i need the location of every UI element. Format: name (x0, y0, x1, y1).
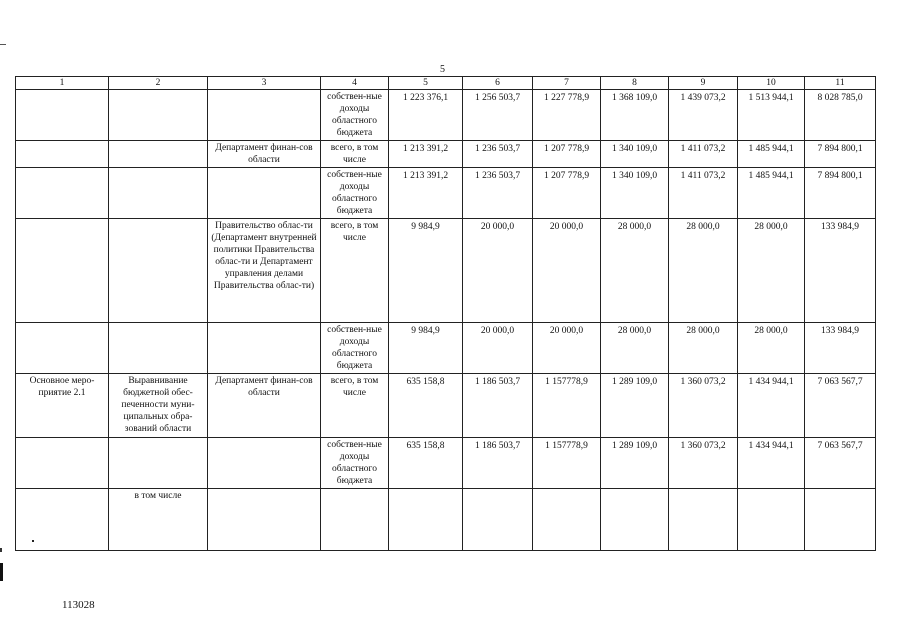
table-row (16, 168, 876, 219)
cell-c1 (16, 219, 109, 323)
value-cell: 28 000,0 (669, 219, 738, 323)
value-cell: 1 513 944,1 (738, 90, 805, 141)
value-cell: 1 411 073,2 (669, 168, 738, 219)
column-header: 8 (601, 77, 669, 90)
value-cell: 1 213 391,2 (389, 168, 463, 219)
budget-table (15, 76, 876, 551)
cell-c3: Правительство облас-ти (Департамент внутренней политики Правительства облас-ти и Департамент управления делами Правительства облас-ти) (208, 219, 321, 323)
cell-c1 (16, 168, 109, 219)
cell-c1 (16, 323, 109, 374)
value-cell: 20 000,0 (533, 219, 601, 323)
column-header: 6 (463, 77, 533, 90)
table-row (16, 90, 876, 141)
column-header: 7 (533, 77, 601, 90)
cell-c3: Департамент финан-сов области (208, 374, 321, 438)
value-cell: 1 485 944,1 (738, 141, 805, 168)
value-cell: 28 000,0 (601, 323, 669, 374)
table-row (16, 141, 876, 168)
value-cell: 28 000,0 (601, 219, 669, 323)
value-cell: 28 000,0 (669, 323, 738, 374)
value-cell: 1 236 503,7 (463, 168, 533, 219)
column-header: 3 (208, 77, 321, 90)
value-cell: 1 360 073,2 (669, 374, 738, 438)
document-code: 113028 (62, 599, 95, 611)
cell-c1 (16, 489, 109, 551)
column-header: 5 (389, 77, 463, 90)
cell-c2: Выравнивание бюджетной обес-печенности муни-ципальных обра-зований области (109, 374, 208, 438)
cell-c3: Департамент финан-сов области (208, 141, 321, 168)
cell-c2 (109, 219, 208, 323)
value-cell: 20 000,0 (463, 323, 533, 374)
value-cell: 7 063 567,7 (805, 374, 876, 438)
column-header: 11 (805, 77, 876, 90)
cell-c2: в том числе (109, 489, 208, 551)
value-cell: 1 157778,9 (533, 374, 601, 438)
value-cell: 1 157778,9 (533, 438, 601, 489)
table-row (16, 438, 876, 489)
table-row (16, 323, 876, 374)
value-cell (389, 489, 463, 551)
cell-c1: Основное меро-приятие 2.1 (16, 374, 109, 438)
table-row (16, 489, 876, 551)
cell-c1 (16, 90, 109, 141)
scan-artifact (0, 563, 3, 581)
value-cell (805, 489, 876, 551)
value-cell: 1 213 391,2 (389, 141, 463, 168)
value-cell: 1 439 073,2 (669, 90, 738, 141)
value-cell: 1 434 944,1 (738, 374, 805, 438)
column-header: 1 (16, 77, 109, 90)
value-cell: 8 028 785,0 (805, 90, 876, 141)
cell-c4: собствен-ные доходы областного бюджета (321, 168, 389, 219)
value-cell (601, 489, 669, 551)
cell-c4: всего, в том числе (321, 141, 389, 168)
value-cell: 1 186 503,7 (463, 438, 533, 489)
cell-c4: собствен-ные доходы областного бюджета (321, 90, 389, 141)
scan-artifact (0, 548, 2, 552)
value-cell: 635 158,8 (389, 438, 463, 489)
value-cell: 7 894 800,1 (805, 168, 876, 219)
cell-c1 (16, 141, 109, 168)
column-header: 2 (109, 77, 208, 90)
value-cell: 28 000,0 (738, 219, 805, 323)
cell-c3 (208, 323, 321, 374)
value-cell: 1 207 778,9 (533, 141, 601, 168)
value-cell: 133 984,9 (805, 323, 876, 374)
value-cell: 1 340 109,0 (601, 168, 669, 219)
value-cell: 1 236 503,7 (463, 141, 533, 168)
cell-c2 (109, 141, 208, 168)
column-header: 9 (669, 77, 738, 90)
value-cell: 1 485 944,1 (738, 168, 805, 219)
cell-c2 (109, 323, 208, 374)
scan-edge-mark (0, 44, 6, 45)
value-cell: 1 360 073,2 (669, 438, 738, 489)
column-header: 4 (321, 77, 389, 90)
cell-c1 (16, 438, 109, 489)
cell-c3 (208, 168, 321, 219)
table-row (16, 374, 876, 438)
value-cell: 7 894 800,1 (805, 141, 876, 168)
value-cell: 1 340 109,0 (601, 141, 669, 168)
value-cell (463, 489, 533, 551)
column-header: 10 (738, 77, 805, 90)
value-cell: 1 434 944,1 (738, 438, 805, 489)
value-cell: 1 227 778,9 (533, 90, 601, 141)
value-cell: 1 186 503,7 (463, 374, 533, 438)
value-cell (738, 489, 805, 551)
value-cell: 28 000,0 (738, 323, 805, 374)
page-number: 5 (440, 64, 445, 75)
scan-dot (32, 540, 34, 542)
value-cell: 20 000,0 (463, 219, 533, 323)
cell-c4: собствен-ные доходы областного бюджета (321, 438, 389, 489)
value-cell: 1 289 109,0 (601, 374, 669, 438)
value-cell: 1 289 109,0 (601, 438, 669, 489)
value-cell: 1 368 109,0 (601, 90, 669, 141)
cell-c4: всего, в том числе (321, 374, 389, 438)
cell-c2 (109, 168, 208, 219)
value-cell: 1 256 503,7 (463, 90, 533, 141)
header-row (16, 77, 876, 90)
cell-c3 (208, 489, 321, 551)
value-cell: 9 984,9 (389, 323, 463, 374)
cell-c3 (208, 438, 321, 489)
table-row (16, 219, 876, 323)
value-cell (669, 489, 738, 551)
value-cell: 1 223 376,1 (389, 90, 463, 141)
value-cell: 20 000,0 (533, 323, 601, 374)
cell-c4 (321, 489, 389, 551)
value-cell: 1 411 073,2 (669, 141, 738, 168)
value-cell: 635 158,8 (389, 374, 463, 438)
value-cell: 1 207 778,9 (533, 168, 601, 219)
value-cell (533, 489, 601, 551)
value-cell: 133 984,9 (805, 219, 876, 323)
cell-c4: всего, в том числе (321, 219, 389, 323)
cell-c4: собствен-ные доходы областного бюджета (321, 323, 389, 374)
cell-c3 (208, 90, 321, 141)
value-cell: 7 063 567,7 (805, 438, 876, 489)
value-cell: 9 984,9 (389, 219, 463, 323)
cell-c2 (109, 438, 208, 489)
cell-c2 (109, 90, 208, 141)
